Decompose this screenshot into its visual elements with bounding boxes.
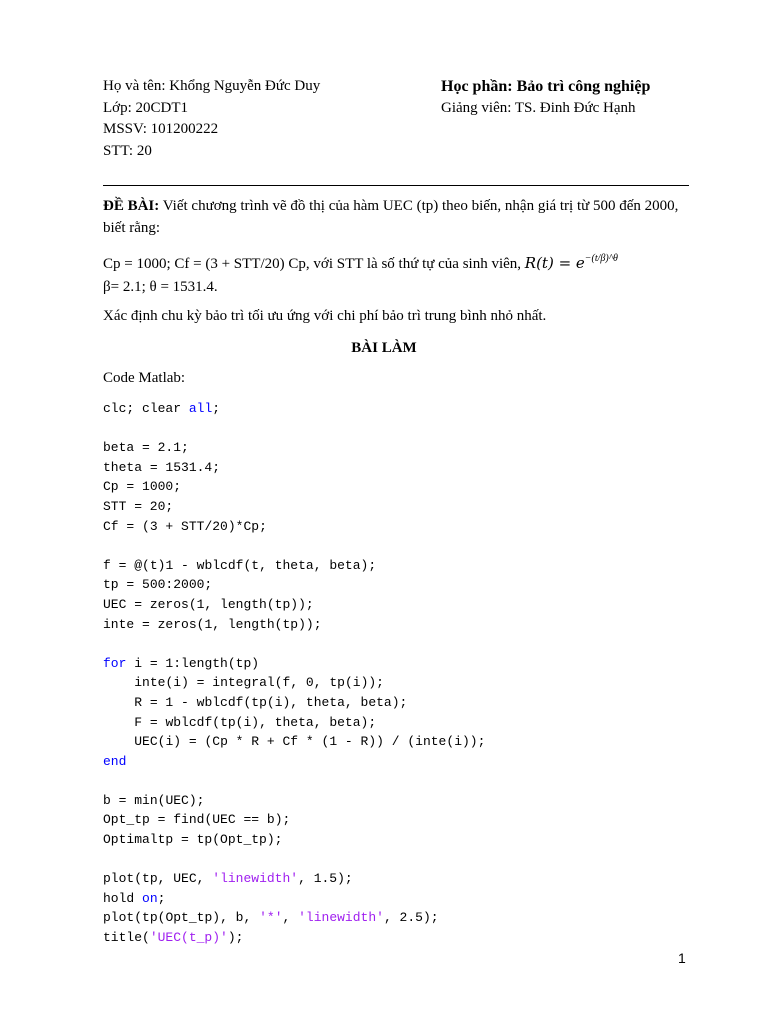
code-line: f = @(t)1 - wblcdf(t, theta, beta); bbox=[103, 557, 377, 573]
code-line bbox=[103, 771, 485, 791]
reliability-exponent: −(t/β)^θ bbox=[584, 253, 618, 264]
code-line: STT = 20; bbox=[103, 498, 174, 514]
code-line: beta = 2.1; bbox=[103, 440, 189, 456]
code-line bbox=[103, 419, 485, 439]
code-label: Code Matlab: bbox=[103, 370, 186, 386]
code-line: b = min(UEC); bbox=[103, 792, 205, 808]
code-line bbox=[103, 850, 485, 870]
code-line: theta = 1531.4; bbox=[103, 459, 221, 475]
code-line: R = 1 - wblcdf(tp(i), theta, beta); bbox=[134, 694, 408, 710]
params-line-2: β= 2.1; θ = 1531.4. bbox=[103, 278, 218, 295]
header-divider bbox=[103, 185, 689, 186]
student-id: MSSV: 101200222 bbox=[103, 121, 219, 137]
student-info bbox=[103, 76, 320, 162]
task-parameters bbox=[103, 253, 691, 298]
task-label: ĐỀ BÀI: bbox=[103, 198, 160, 214]
code-line bbox=[103, 536, 485, 556]
code-line bbox=[103, 634, 485, 654]
code-line: UEC(i) = (Cp * R + Cf * (1 - R)) / (inte(i)); bbox=[134, 734, 486, 750]
task-question: Xác định chu kỳ bảo trì tối ưu ứng với chi phí bảo trì trung bình nhỏ nhất. bbox=[103, 308, 547, 324]
code-line: hold on; bbox=[103, 890, 166, 906]
code-line: F = wblcdf(tp(i), theta, beta); bbox=[134, 714, 377, 730]
code-line: plot(tp(Opt_tp), b, '*', 'linewidth', 2.5); bbox=[103, 910, 439, 926]
code-line: clc; clear all; bbox=[103, 401, 221, 416]
task-text: Viết chương trình vẽ đồ thị của hàm UEC (tp) theo biến, nhận giá trị từ 500 đến 2000, biết rằng: bbox=[103, 198, 679, 236]
code-line: plot(tp, UEC, 'linewidth', 1.5); bbox=[103, 871, 353, 887]
student-name: Họ và tên: Khổng Nguyễn Đức Duy bbox=[103, 78, 321, 94]
code-line: Cf = (3 + STT/20)*Cp; bbox=[103, 518, 267, 534]
params-line-1: Cp = 1000; Cf = (3 + STT/20) Cp, với STT là số thứ tự của sinh viên, bbox=[103, 256, 525, 272]
matlab-code-block bbox=[103, 399, 485, 948]
student-stt: STT: 20 bbox=[103, 142, 152, 159]
code-line: Opt_tp = find(UEC == b); bbox=[103, 812, 291, 828]
course-info bbox=[441, 76, 650, 119]
code-line: title('UEC(t_p)'); bbox=[103, 930, 244, 946]
code-line: inte = zeros(1, length(tp)); bbox=[103, 616, 322, 632]
solution-heading: BÀI LÀM bbox=[351, 340, 417, 356]
code-line: Cp = 1000; bbox=[103, 479, 182, 495]
code-line: end bbox=[103, 753, 127, 769]
reliability-formula: R(t) = e bbox=[524, 254, 585, 272]
code-line: tp = 500:2000; bbox=[103, 577, 213, 593]
course-title: Học phần: Bảo trì công nghiệp bbox=[441, 78, 651, 95]
lecturer: Giảng viên: TS. Đinh Đức Hạnh bbox=[441, 99, 636, 116]
code-line: for i = 1:length(tp) bbox=[103, 655, 260, 671]
task-statement bbox=[103, 196, 691, 239]
page-number: 1 bbox=[678, 950, 686, 966]
code-line: UEC = zeros(1, length(tp)); bbox=[103, 596, 314, 612]
student-class: Lớp: 20CDT1 bbox=[103, 99, 189, 116]
code-line: inte(i) = integral(f, 0, tp(i)); bbox=[134, 675, 384, 691]
code-line: Optimaltp = tp(Opt_tp); bbox=[103, 832, 283, 848]
